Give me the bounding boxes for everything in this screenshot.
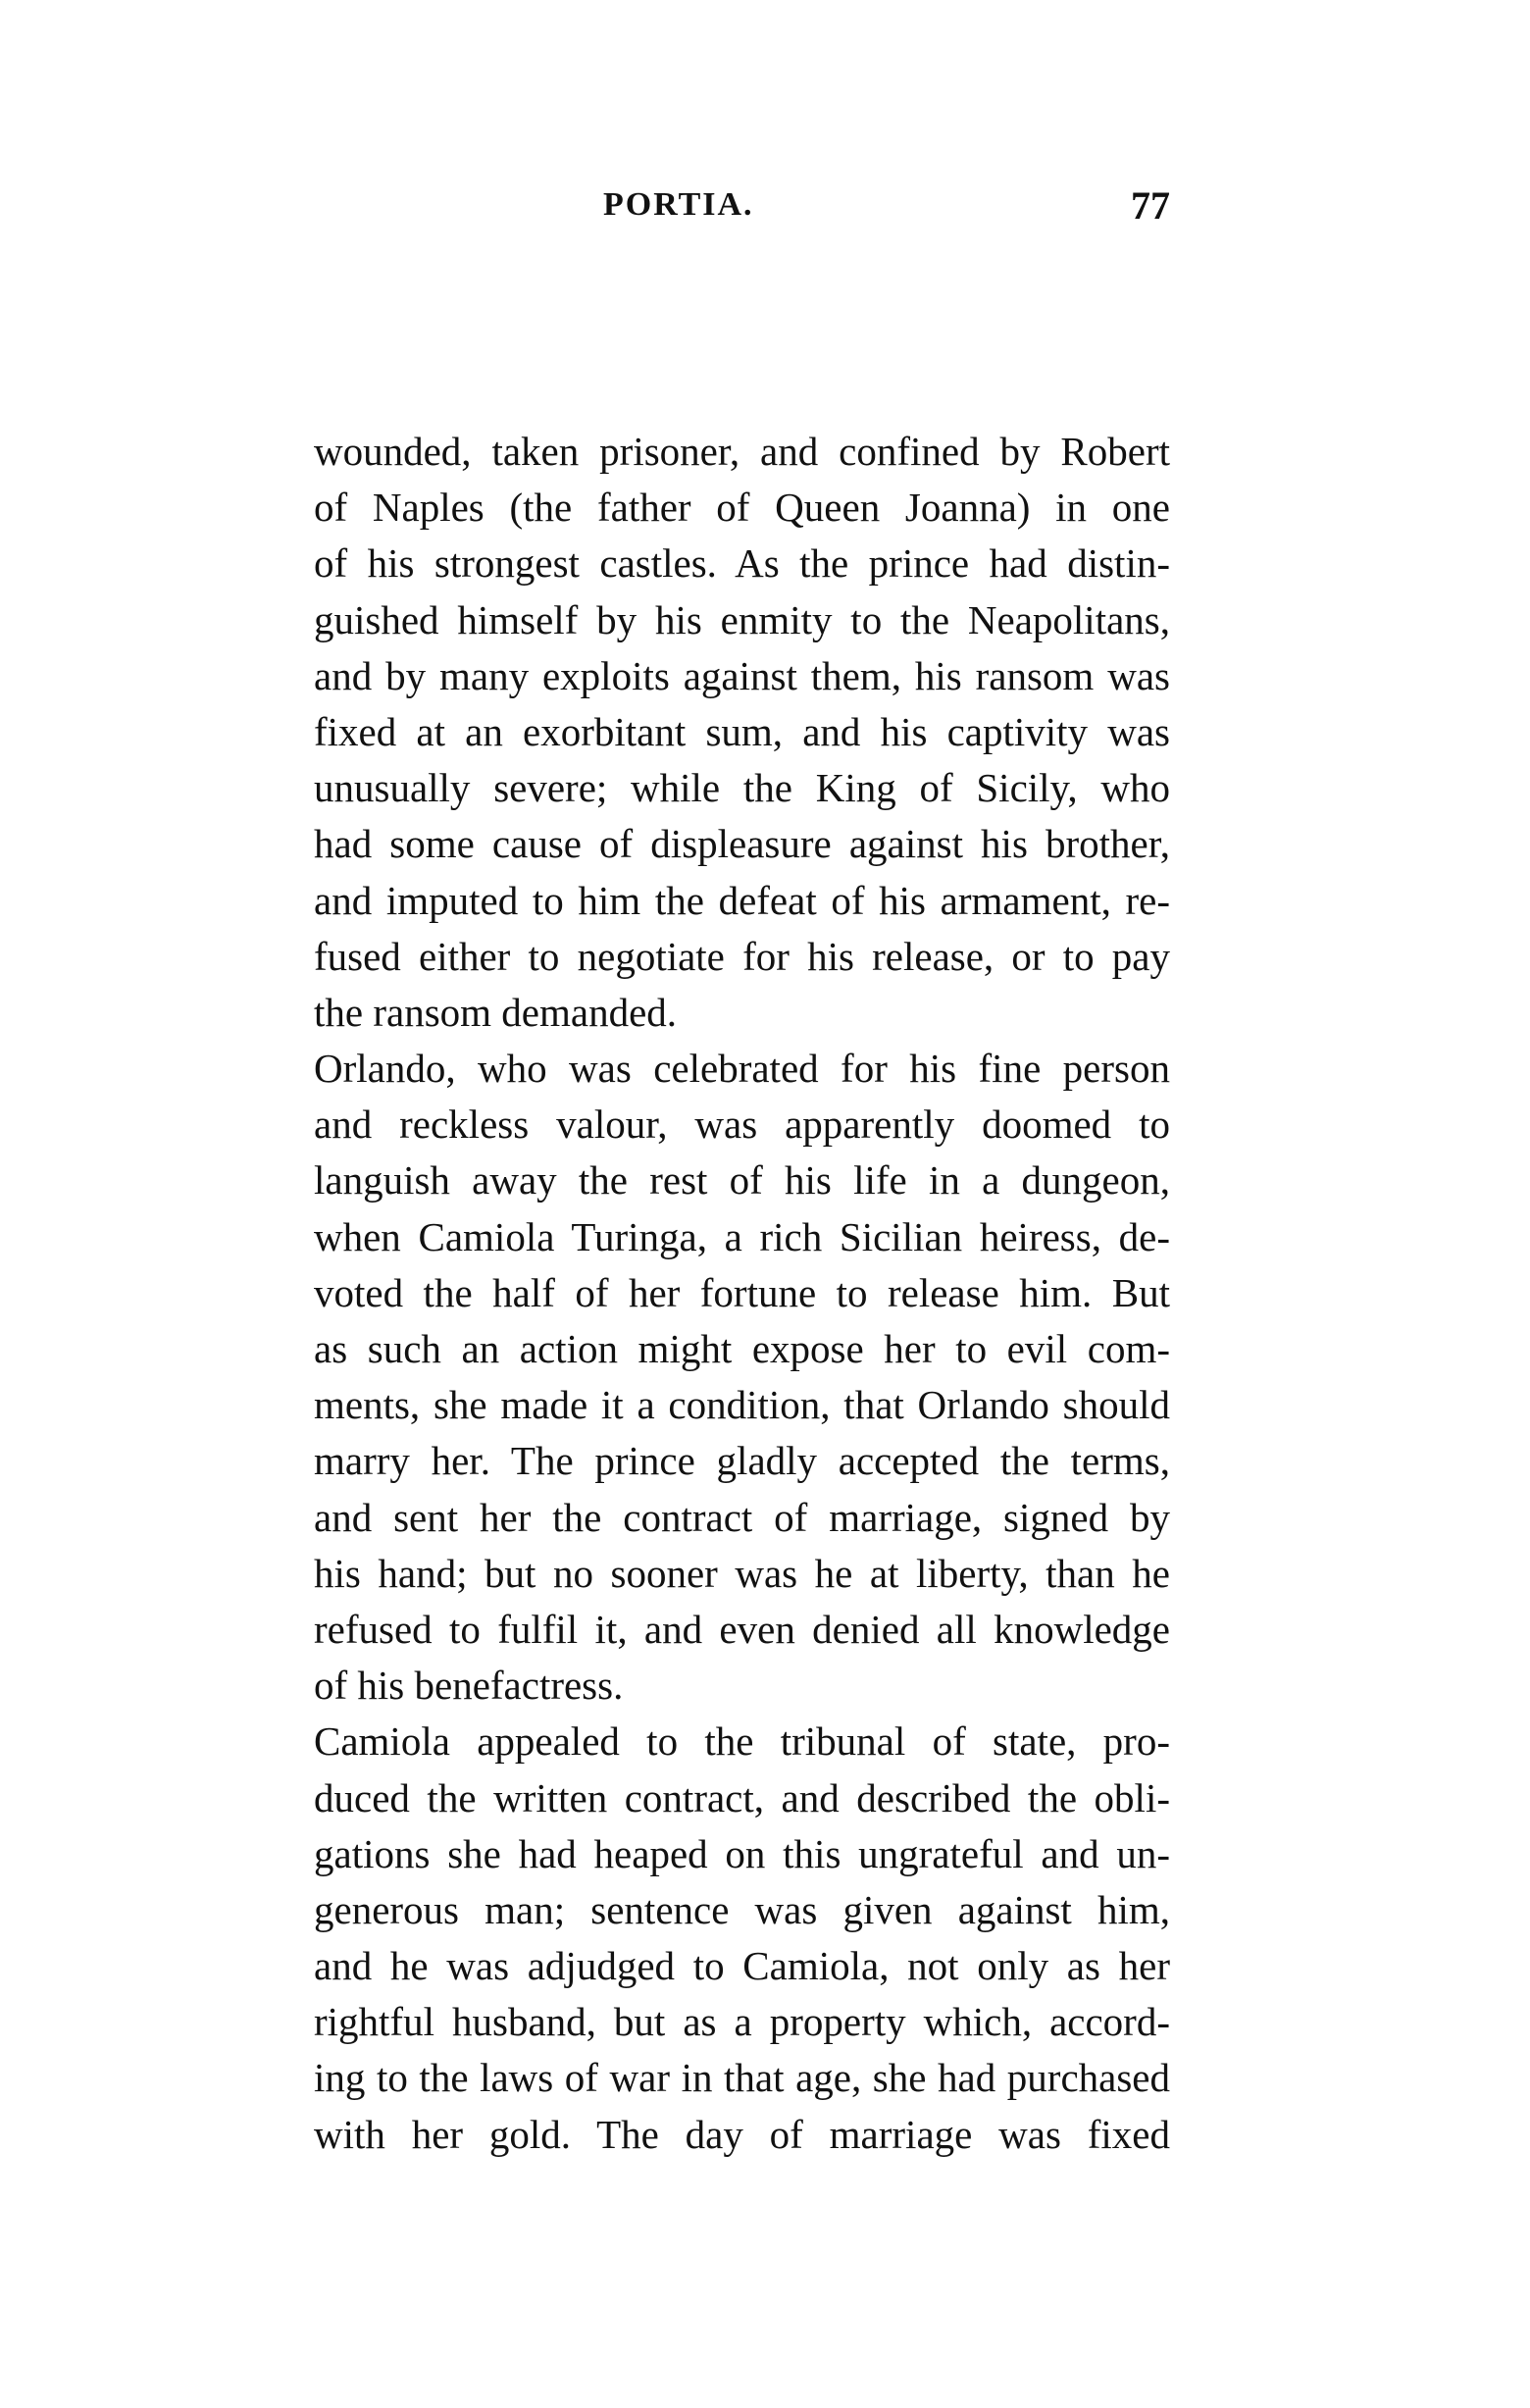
text-line: unusually severe; while the King of Sicily, who bbox=[314, 765, 1170, 811]
text-line: gations she had heaped on this ungrateful and un- bbox=[314, 1830, 1170, 1876]
text-line: of Naples (the father of Queen Joanna) in one bbox=[314, 485, 1170, 531]
text-line: ing to the laws of war in that age, she had purchased bbox=[314, 2055, 1170, 2101]
text-line: wounded, taken prisoner, and confined by Robert bbox=[314, 429, 1170, 474]
text-line: marry her. The prince gladly accepted the terms, bbox=[314, 1438, 1170, 1484]
text-line: rightful husband, but as a property which, accord- bbox=[314, 1999, 1170, 2045]
text-line: as such an action might expose her to evil com- bbox=[314, 1326, 1170, 1371]
text-line: Orlando, who was celebrated for his fine person bbox=[314, 1046, 1170, 1092]
text-line: of his benefactress. bbox=[314, 1663, 624, 1709]
text-line: with her gold. The day of marriage was fixed bbox=[314, 2111, 1170, 2157]
text-line: and he was adjudged to Camiola, not only as her bbox=[314, 1943, 1170, 1989]
text-line: Camiola appealed to the tribunal of state, pro- bbox=[314, 1718, 1170, 1765]
text-line: of his strongest castles. As the prince had distin- bbox=[314, 540, 1170, 587]
text-line: fixed at an exorbitant sum, and his captivity was bbox=[314, 708, 1170, 754]
text-line: languish away the rest of his life in a dungeon, bbox=[314, 1157, 1170, 1204]
page-header bbox=[314, 183, 1170, 245]
text-line: generous man; sentence was given against him, bbox=[314, 1886, 1170, 1932]
page-number: 77 bbox=[1131, 183, 1170, 228]
text-line: and imputed to him the defeat of his armament, re- bbox=[314, 877, 1170, 923]
text-line: guished himself by his enmity to the Neapolitans, bbox=[314, 596, 1170, 642]
body-text bbox=[314, 424, 1170, 2163]
text-line: and reckless valour, was apparently doomed to bbox=[314, 1102, 1170, 1148]
text-line: had some cause of displeasure against his brother, bbox=[314, 821, 1170, 867]
text-line: fused either to negotiate for his release, or to pay bbox=[314, 933, 1170, 979]
text-line: and sent her the contract of marriage, signed by bbox=[314, 1494, 1170, 1540]
text-line: when Camiola Turinga, a rich Sicilian heiress, de- bbox=[314, 1213, 1170, 1259]
text-line: refused to fulfil it, and even denied all knowledge bbox=[314, 1606, 1170, 1652]
text-line: the ransom demanded. bbox=[314, 989, 678, 1035]
running-title: PORTIA. bbox=[603, 186, 754, 223]
text-line: ments, she made it a condition, that Orlando should bbox=[314, 1382, 1170, 1428]
text-line: voted the half of her fortune to release him. But bbox=[314, 1269, 1170, 1315]
text-line: his hand; but no sooner was he at liberty, than he bbox=[314, 1550, 1170, 1596]
text-line: duced the written contract, and described the obli- bbox=[314, 1774, 1170, 1820]
text-line: and by many exploits against them, his ransom was bbox=[314, 652, 1170, 698]
